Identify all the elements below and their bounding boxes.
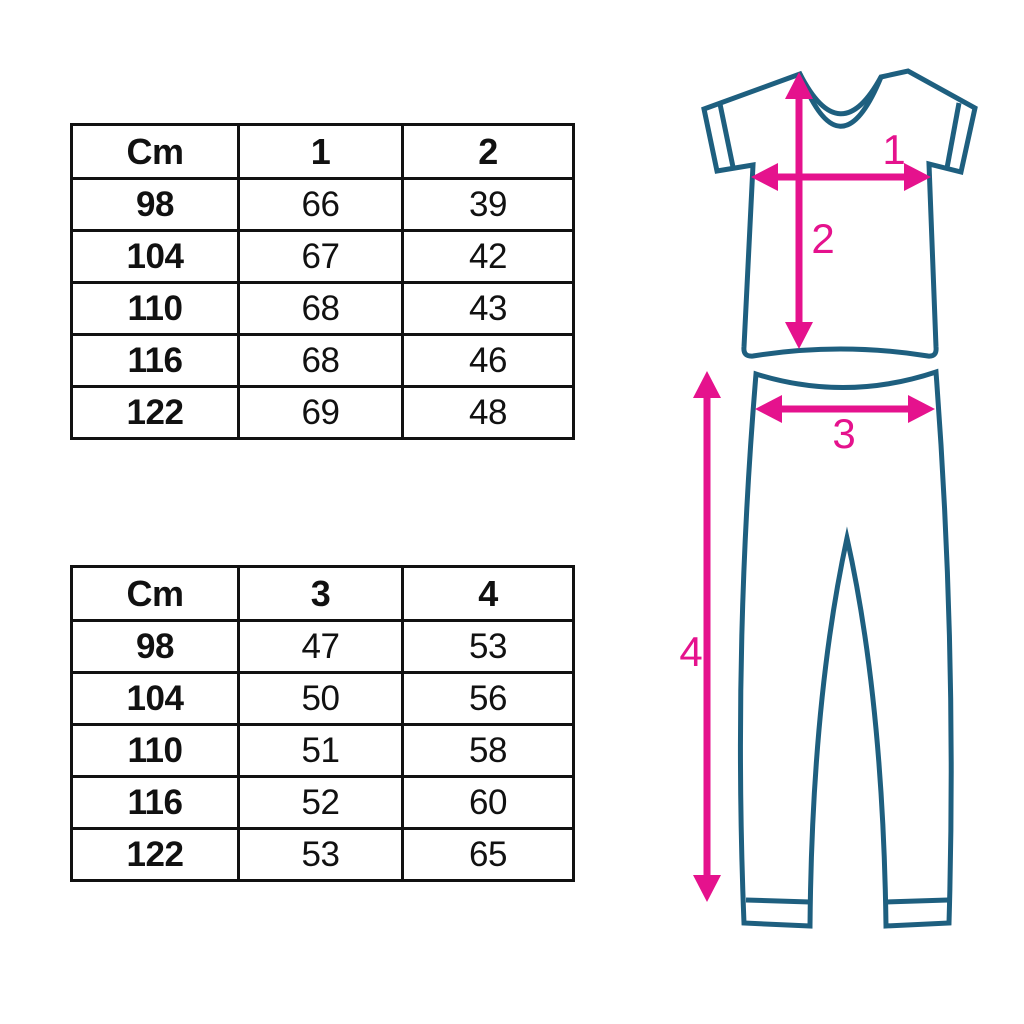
measurement-diagram — [656, 48, 1024, 950]
header-cell-3: 3 — [239, 567, 403, 621]
value-cell: 47 — [239, 621, 403, 673]
measure-label-3: 3 — [832, 410, 856, 457]
table-row — [72, 335, 574, 387]
value-cell: 69 — [239, 387, 403, 439]
size-cell: 104 — [72, 673, 239, 725]
value-cell: 48 — [403, 387, 574, 439]
value-cell: 60 — [403, 777, 574, 829]
size-cell: 116 — [72, 777, 239, 829]
value-cell: 67 — [239, 231, 403, 283]
value-cell: 68 — [239, 283, 403, 335]
value-cell: 43 — [403, 283, 574, 335]
left-pant-cuff-line — [746, 900, 810, 902]
tshirt-icon — [704, 71, 975, 356]
value-cell: 68 — [239, 335, 403, 387]
size-cell: 98 — [72, 621, 239, 673]
size-cell: 110 — [72, 283, 239, 335]
table-header-row — [72, 125, 574, 179]
tshirt-outline — [704, 71, 975, 356]
value-cell: 65 — [403, 829, 574, 881]
header-cell-2: 2 — [403, 125, 574, 179]
table-row — [72, 777, 574, 829]
value-cell: 46 — [403, 335, 574, 387]
table-row — [72, 725, 574, 777]
value-cell: 53 — [403, 621, 574, 673]
table-row — [72, 231, 574, 283]
size-cell: 98 — [72, 179, 239, 231]
measure-label-4: 4 — [679, 628, 703, 675]
header-cell-1: 1 — [239, 125, 403, 179]
arrow-4-bottom-head — [693, 875, 721, 902]
table-row — [72, 829, 574, 881]
arrow-4-top-head — [693, 371, 721, 398]
measure-label-1: 1 — [882, 126, 906, 173]
header-cell-cm: Cm — [72, 125, 239, 179]
header-cell-cm: Cm — [72, 567, 239, 621]
right-pant-cuff-line — [886, 900, 948, 902]
table-header-row — [72, 567, 574, 621]
size-cell: 104 — [72, 231, 239, 283]
value-cell: 50 — [239, 673, 403, 725]
measure-label-2: 2 — [811, 215, 835, 262]
size-cell: 116 — [72, 335, 239, 387]
value-cell: 66 — [239, 179, 403, 231]
size-cell: 122 — [72, 387, 239, 439]
value-cell: 42 — [403, 231, 574, 283]
value-cell: 53 — [239, 829, 403, 881]
value-cell: 56 — [403, 673, 574, 725]
table-row — [72, 283, 574, 335]
header-cell-4: 4 — [403, 567, 574, 621]
size-cell: 110 — [72, 725, 239, 777]
size-table-pants — [70, 565, 575, 882]
size-cell: 122 — [72, 829, 239, 881]
table-row — [72, 387, 574, 439]
value-cell: 52 — [239, 777, 403, 829]
value-cell: 39 — [403, 179, 574, 231]
value-cell: 51 — [239, 725, 403, 777]
table-row — [72, 179, 574, 231]
table-row — [72, 621, 574, 673]
value-cell: 58 — [403, 725, 574, 777]
table-row — [72, 673, 574, 725]
size-table-shirt — [70, 123, 575, 440]
